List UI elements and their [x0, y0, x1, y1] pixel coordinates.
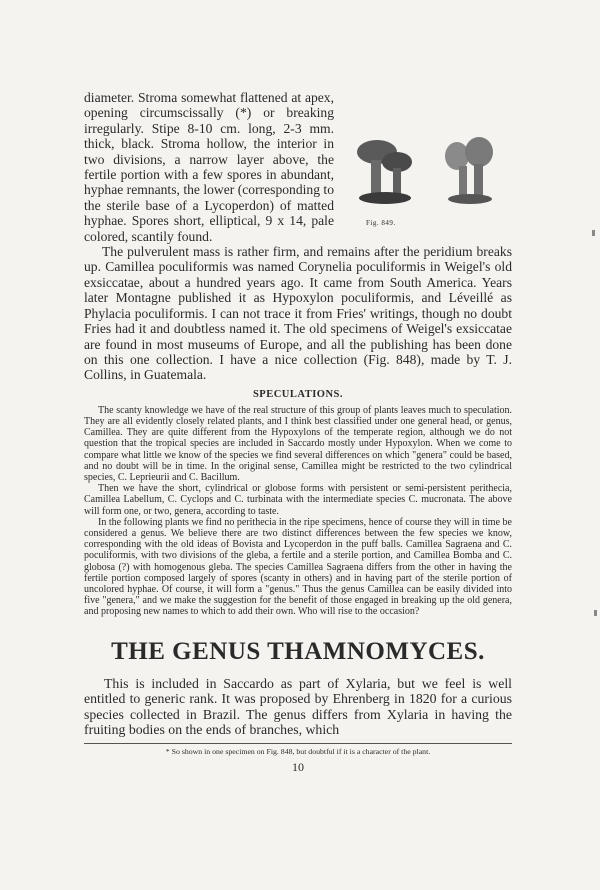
genus-text [84, 676, 512, 738]
genus-heading: THE GENUS THAMNOMYCES. [111, 637, 485, 665]
speculations-paragraph-2: Then we have the short, cylindrical or globose forms with persistent or semi-persistent perithecia, Camillea Labellum, C. Cyclops and C. turbinata with the intermediate species C. mucronata. The above will form one, or two, genera, according to taste. [84, 483, 512, 517]
figure-caption: Fig. 849. [366, 219, 396, 227]
footnote: * So shown in one specimen on Fig. 848, but doubtful if it is a character of the plant. [165, 746, 431, 756]
lead-text [84, 90, 512, 383]
edge-mark [592, 230, 595, 236]
figure-849 [342, 132, 512, 231]
page-number: 10 [292, 759, 304, 774]
speculations-text [84, 405, 512, 618]
speculations-heading: SPECULATIONS. [252, 388, 344, 400]
page-content [84, 90, 512, 775]
footnote-rule [84, 743, 512, 744]
speculations-paragraph-3: In the following plants we find no perithecia in the ripe specimens, hence of course they will in time be considered a genus. We believe there are two distinct differences between the few species we know, corresponding with the old ideas of Bovista and Lycoperdon in the puff balls. Camillea Sagraena and C. poculiformis, with two divisions of the gleba, a fertile and a sterile portion, and Camillea Bomba and C. globosa (?) with homogenous gleba. The species Camillea Sagraena differs from the other in having the fertile portion composed largely of spores (scanty in others) and in having part of the sterile portion of uncolored hyphae. Of course, it will form a "genus." Thus the genus Camillea can be easily divided into five "genera," and we make the suggestion for the benefit of those engaged in breaking up the old genera, and proposing new names to which to add their own. Who will rise to the occasion? [84, 516, 512, 618]
lead-paragraph-1: diameter. Stroma somewhat flattened at apex, opening circumscissally (*) or breaking irregularly. Stipe 8-10 cm. long, 2-3 mm. thick, black. Stroma hollow, the interior in two divisions, a narrow layer above, the fertile portion with a few spores in abundant, hyphae remnants, the lower (corresponding to the sterile base of a Lycoperdon) of matted hyphae. Spores short, elliptical, 9 x 14, pale colored, scantily found. [84, 90, 334, 244]
lead-paragraph-2: The pulverulent mass is rather firm, and remains after the peridium breaks up. Camillea poculiformis was named Corynelia poculiformis in Weigel's old exsiccatae, about a hundred years ago. It came from South America. Years later Montagne published it as Hypoxylon poculiformis, and Léveillé as Phylacia poculiformis. I can not trace it from Fries' writings, though no doubt Fries had it and doubtless named it. The old specimens of Weigel's exsiccatae are found in most museums of Europe, and all the publishing has been done on this one collection. I have a nice collection (Fig. 848), made by T. J. Collins, in Guatemala. [84, 244, 512, 383]
speculations-paragraph-1: The scanty knowledge we have of the real structure of this group of plants leaves much to speculation. They are all evidently closely related plants, and I think best classified under one general head, or genus, Camillea. They are quite different from the Hypoxylons of the temperate region, although we do not question that the tropical species are included in Saccardo mostly under Hypoxylon. When we come to compare what little we know of the species we find several differences on which "genera" could be based, and no doubt will be in time. In the original sense, Camillea might be restricted to the two cylindrical species, C. Leprieurii and C. Bacillum. [84, 404, 512, 483]
genus-paragraph: This is included in Saccardo as part of Xylaria, but we feel is well entitled to generic rank. It was proposed by Ehrenberg in 1820 for a curious species collected in Brazil. The genus differs from Xylaria in having the fruiting bodies on the ends of branches, which [84, 675, 512, 738]
edge-mark [594, 610, 597, 616]
mushroom-illustration [347, 132, 507, 212]
